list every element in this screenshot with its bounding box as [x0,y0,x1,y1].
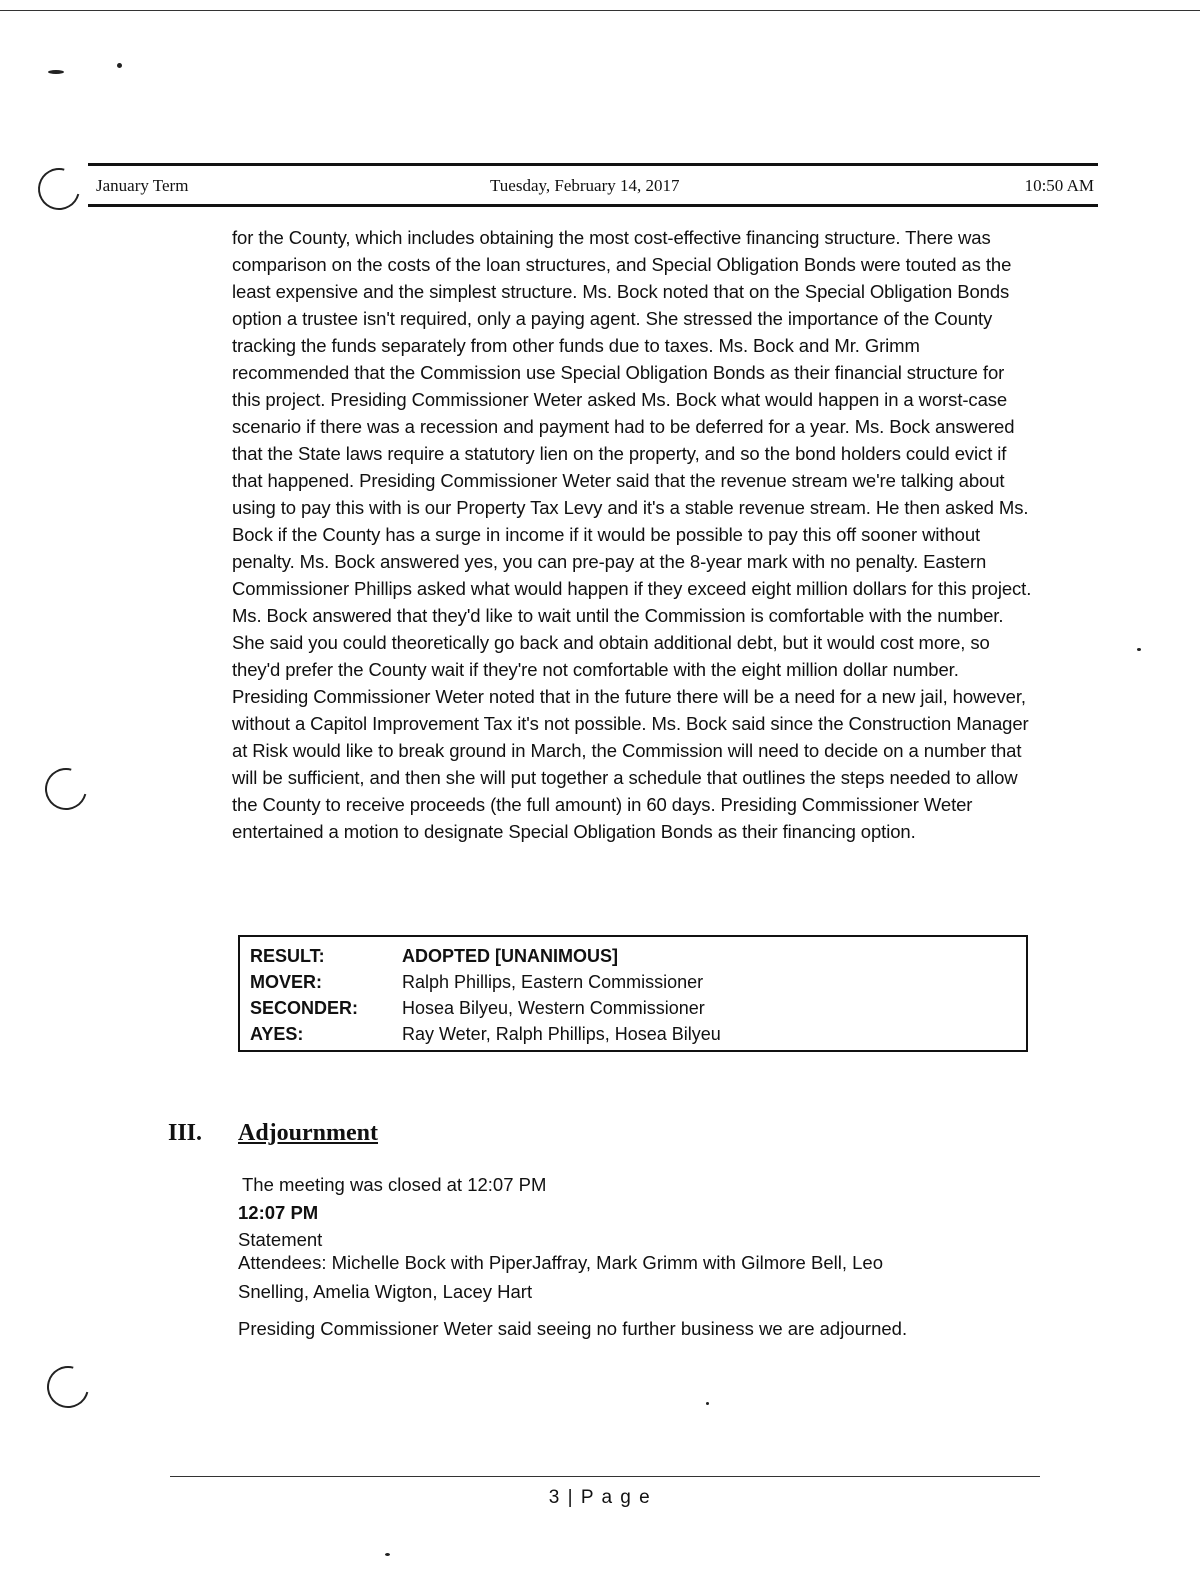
mover-label: MOVER: [250,971,322,992]
vote-row-mover [250,969,1026,995]
seconder-value: Hosea Bilyeu, Western Commissioner [402,997,705,1018]
minutes-paragraph: for the County, which includes obtaining the most cost-effective financing structure. There was comparison on the costs of the loan structures, and Special Obligation Bonds were touted as the least expensive and the simplest structure. Ms. Bock noted that on the Special Obligation Bonds option a trustee isn't required, only a paying agent. She stressed the importance of the County tracking the funds separately from other funds due to taxes. Ms. Bock and Mr. Grimm recommended that the Commission use Special Obligation Bonds as their financial structure for this project. Presiding Commissioner Weter asked Ms. Bock what would happen in a worst-case scenario if there was a recession and payment had to be deferred for a year. Ms. Bock answered that the State laws require a statutory lien on the property, and so the bond holders could evict if that happened. Presiding Commissioner Weter said that the revenue stream we're talking about using to pay this with is our Property Tax Levy and it's a stable revenue stream. He then asked Ms. Bock if the County has a surge in income if it would be possible to pay this off sooner without penalty. Ms. Bock answered yes, you can pre-pay at the 8-year mark with no penalty. Eastern Commissioner Phillips asked what would happen if they exceed eight million dollars for this project. Ms. Bock answered that they'd like to wait until the Commission is comfortable with the number. She said you could theoretically go back and obtain additional debt, but it would cost more, so they'd prefer the County wait if they're not comfortable with the eight million dollar number. Presiding Commissioner Weter noted that in the future there will be a need for a new jail, however, without a Capitol Improvement Tax it's not possible. Ms. Bock said since the Construction Manager at Risk would like to break ground in March, the Commission will need to decide on a number that will be sufficient, and then she will put together a schedule that outlines the steps needed to allow the County to receive proceeds (the full amount) in 60 days. Presiding Commissioner Weter entertained a motion to designate Special Obligation Bonds as their financing option. [232,227,1032,842]
scan-speck [385,1553,390,1556]
vote-row-seconder [250,995,1026,1021]
closing-statement: Presiding Commissioner Weter said seeing no further business we are adjourned. [238,1318,908,1339]
header-term: January Term [96,176,189,195]
vote-row-result [250,943,1026,969]
punch-hole-icon [30,160,87,217]
header-rule-bottom [88,204,1098,207]
scan-speck [48,70,64,74]
result-label: RESULT: [250,945,325,966]
section-number: III. [168,1120,203,1146]
attendees-line-1: Attendees: Michelle Bock with PiperJaffray, Mark Grimm with Gilmore Bell, Leo [238,1252,883,1273]
closed-text: The meeting was closed at 12:07 PM [242,1174,547,1195]
scan-speck [117,63,122,68]
seconder-label: SECONDER: [250,997,359,1018]
section-heading [168,1120,378,1147]
vote-result-box [238,935,1028,1052]
footer-rule [170,1476,1040,1477]
ayes-label: AYES: [250,1023,304,1044]
ayes-value: Ray Weter, Ralph Phillips, Hosea Bilyeu [402,1023,721,1044]
header-rule-top [88,163,1098,166]
scan-speck [706,1402,709,1405]
punch-hole-icon [37,760,94,817]
header-time: 10:50 AM [1024,176,1094,195]
closed-time: 12:07 PM [238,1202,319,1223]
section-title: Adjournment [238,1120,379,1146]
scan-top-edge [0,10,1200,11]
page-number: 3 | P a g e [548,1487,652,1508]
vote-row-ayes [250,1021,1026,1047]
result-value: ADOPTED [UNANIMOUS] [402,945,618,966]
scan-speck [1137,648,1141,651]
attendees-line-2: Snelling, Amelia Wigton, Lacey Hart [238,1281,533,1302]
punch-hole-icon [39,1358,96,1415]
header-date: Tuesday, February 14, 2017 [490,176,680,195]
statement-label: Statement [238,1229,323,1250]
mover-value: Ralph Phillips, Eastern Commissioner [402,971,704,992]
